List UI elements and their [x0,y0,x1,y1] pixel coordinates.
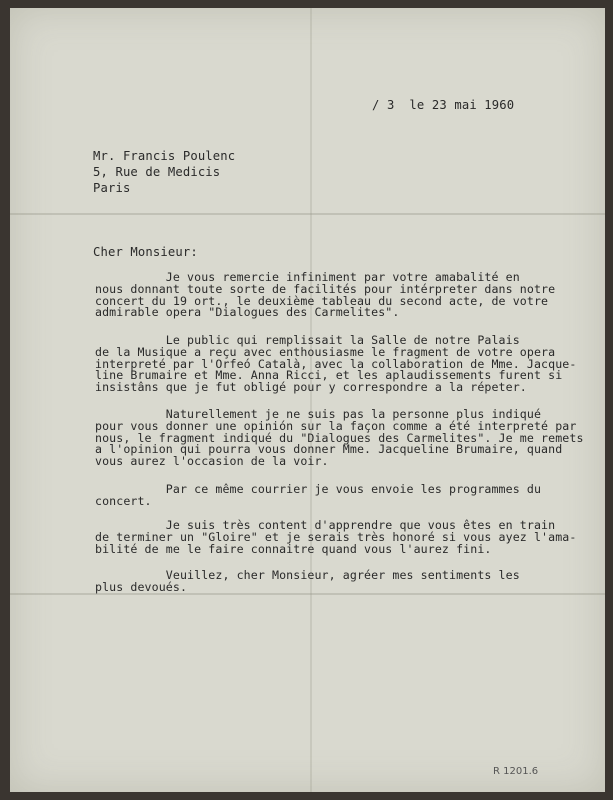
text-line: de terminer un "Gloire" et je serais très honoré si vous ayez l'ama- [95,529,577,544]
text-line: Par ce même courrier je vous envoie les programmes du [95,482,542,496]
archive-reference: R 1201.6 [493,766,539,777]
paper-fold [10,213,605,215]
paragraph-gloire [95,520,576,555]
letter-date: / 3 le 23 mai 1960 [372,98,515,112]
text-line: concert du 19 ort., le deuxième tableau du second acte, de votre [95,293,549,308]
text-line: de la Musique a reçu avec enthousiasme le fragment de votre opera [95,344,556,359]
recipient-street: 5, Rue de Medicis [93,165,221,179]
text-line: pour vous donner une opinión sur la façon comme a été interpreté par [95,418,577,433]
text-line: Le public qui remplissait la Salle de notre Palais [95,333,520,347]
text-line: Je vous remercie infiniment par votre amabalité en [95,270,520,284]
text-line: line Brumaire et Mme. Anna Ricci, et les aplaudissements furent si [95,368,563,383]
text-line: insistâns que je fut obligé pour y correspondre a la répeter. [95,380,527,395]
text-line: Je suis très content d'apprendre que vous êtes en train [95,518,556,532]
salutation: Cher Monsieur: [93,245,198,259]
text-line: Naturellement je ne suis pas la personne plus indiqué [95,407,542,421]
paper-fold [310,8,312,792]
text-line: a l'opinion qui pourra vous donner Mme. Jacqueline Brumaire, quand [95,442,563,457]
text-line: interpreté par l'Orfeó Català, avec la collaboration de Mme. Jacque- [95,356,577,371]
text-line: Veuillez, cher Monsieur, agréer mes sentiments les [95,568,520,582]
text-line: nous donnant toute sorte de facilités pour intérpreter dans notre [95,281,556,296]
text-line: concert. [95,493,152,508]
text-line: plus devoués. [95,579,188,594]
letter-page [10,8,605,792]
recipient-name: Mr. Francis Poulenc [93,149,236,163]
recipient-city: Paris [93,181,131,195]
text-line: nous, le fragment indiqué du "Dialogues des Carmelites". Je me remets [95,430,584,445]
paragraph-thanks [95,272,555,319]
text-line: bilité de me le faire connaitre quand vous l'aurez fini. [95,541,492,556]
text-line: admirable opera "Dialogues des Carmelites". [95,305,400,320]
paragraph-opinion [95,409,584,468]
paragraph-closing [95,570,520,594]
paragraph-programmes [95,484,541,508]
text-line: vous aurez l'occasion de la voir. [95,454,329,469]
paragraph-public [95,335,576,394]
